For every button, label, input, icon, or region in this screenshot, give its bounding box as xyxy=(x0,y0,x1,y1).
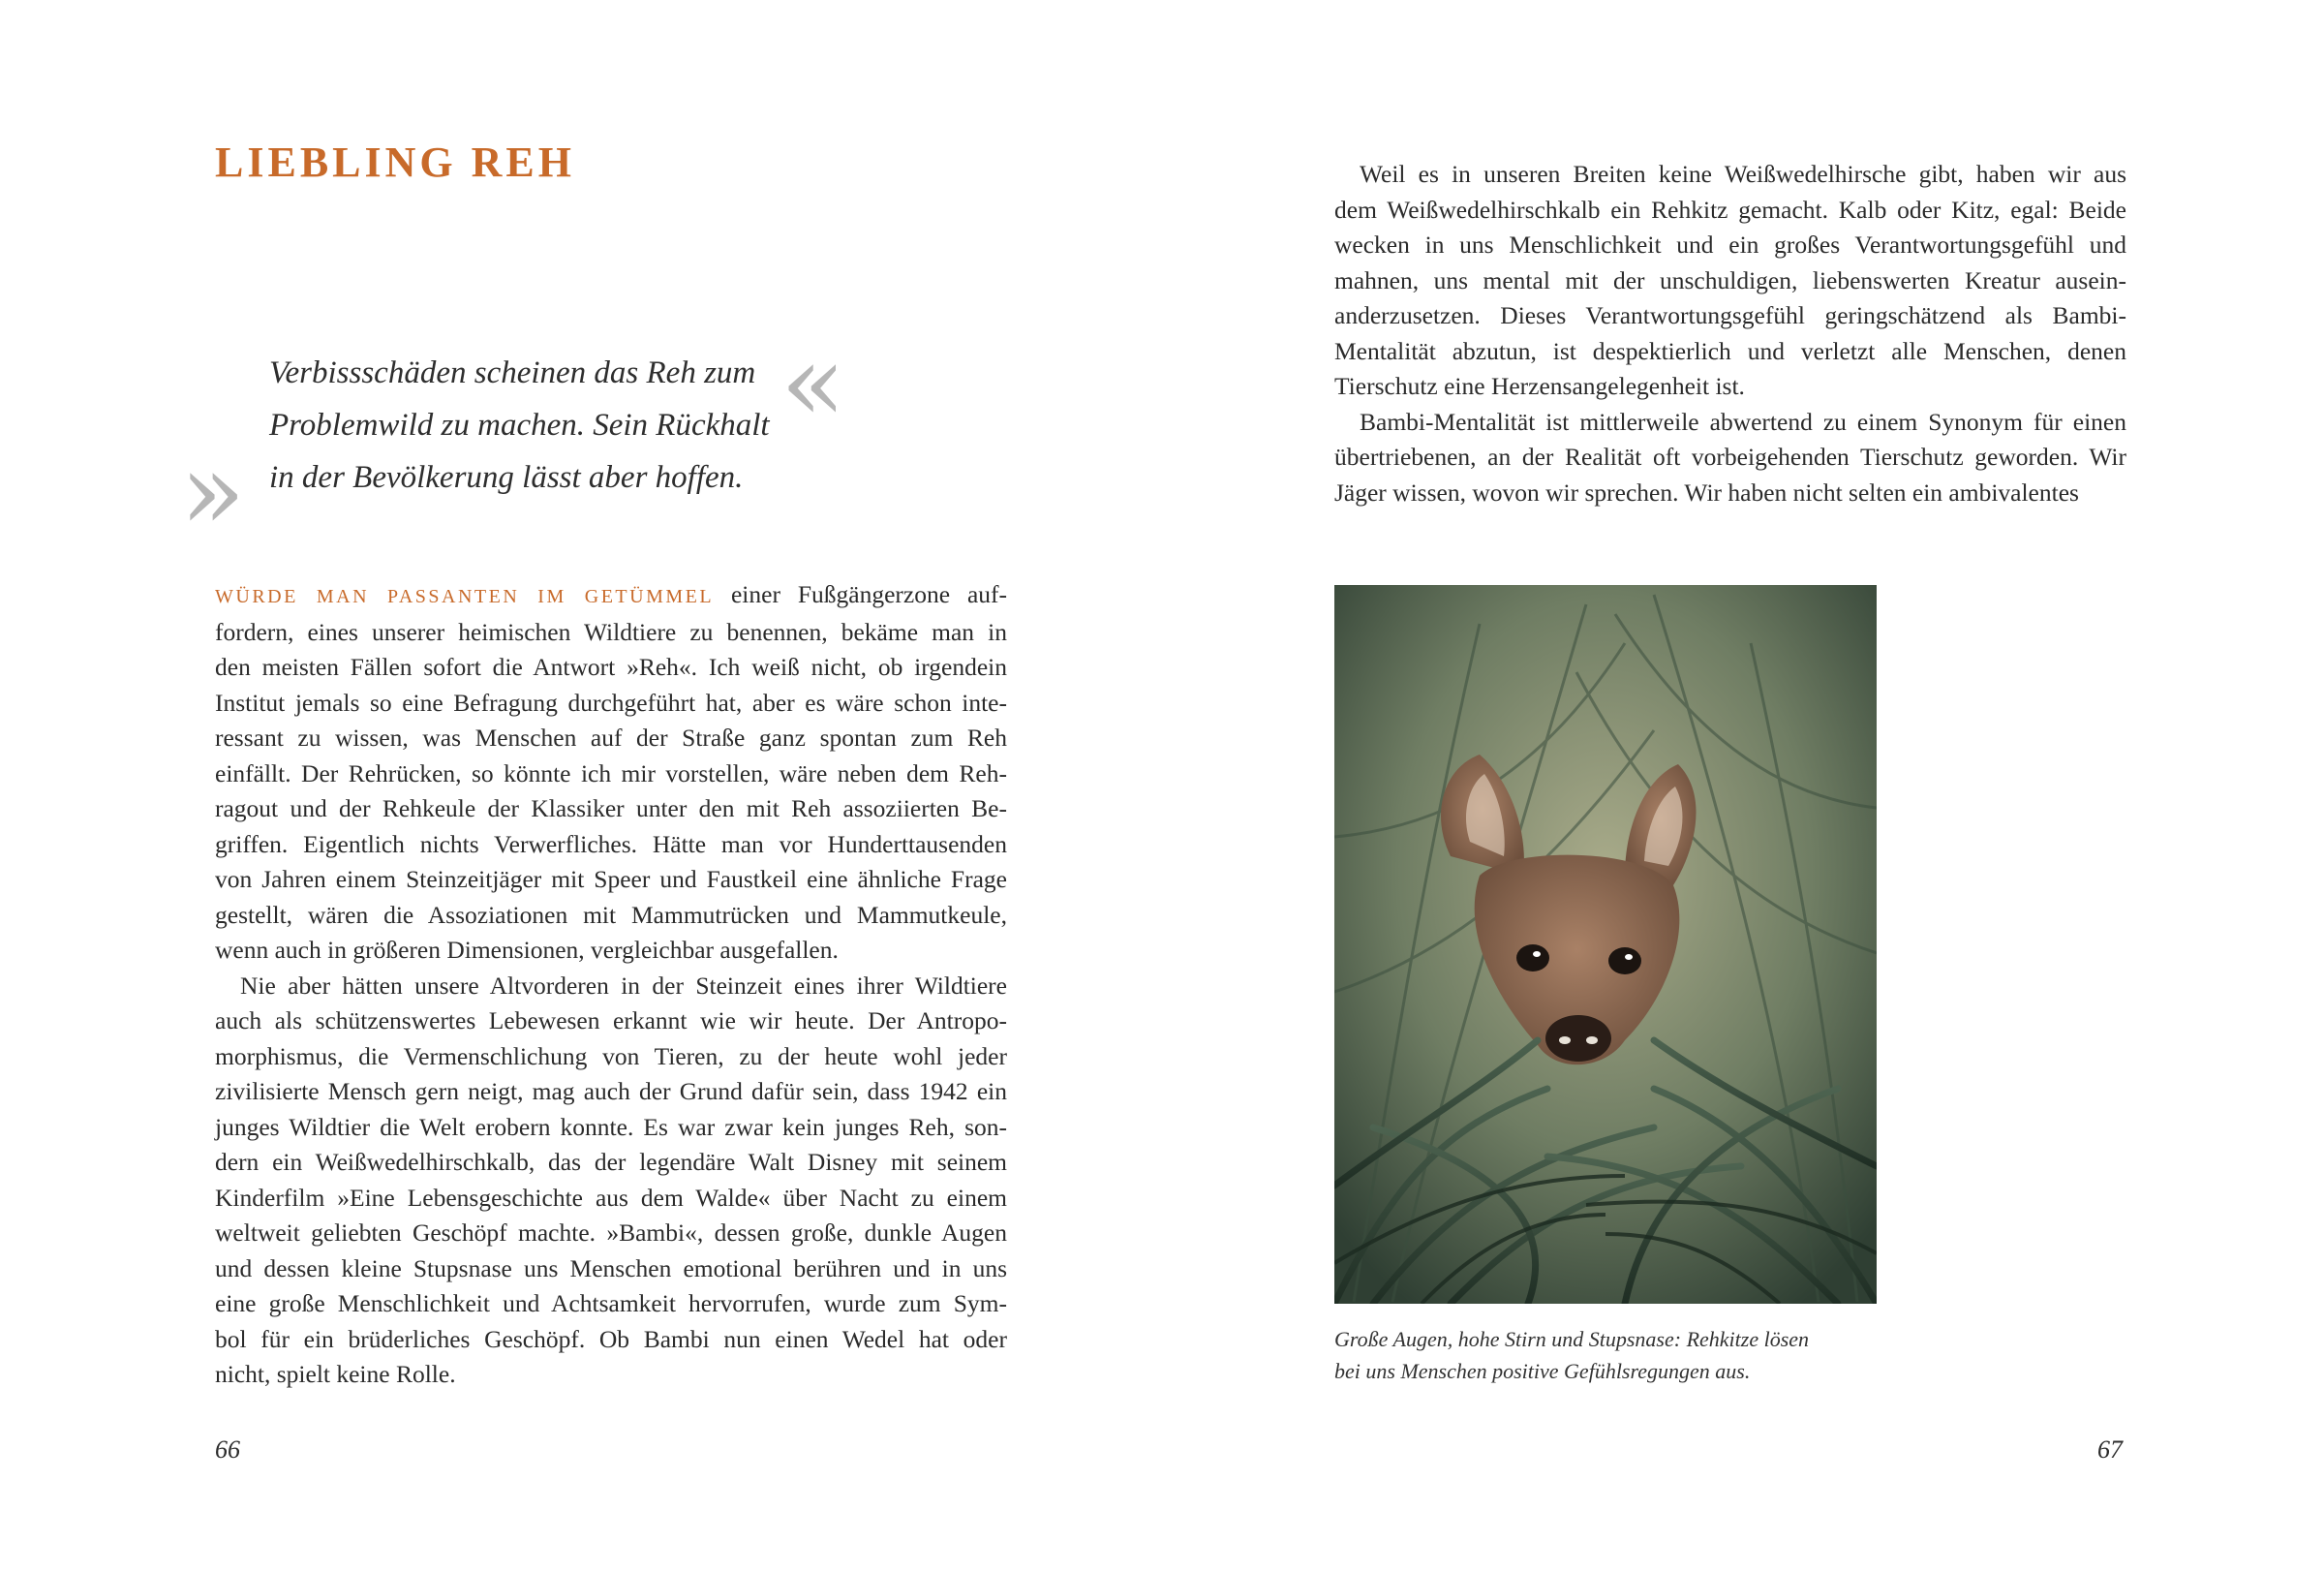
left-body-text xyxy=(215,577,1007,1393)
body-line xyxy=(215,577,1007,615)
body-line: bol für ein brüderliches Geschöpf. Ob Bambi nun einen Wedel hat oder xyxy=(215,1324,1007,1353)
fawn-illustration xyxy=(1334,585,1877,1304)
pull-quote xyxy=(269,347,811,504)
quote-open-mark: « xyxy=(780,321,846,445)
body-line: wenn auch in größeren Dimensionen, vergleichbar ausgefallen. xyxy=(215,936,839,964)
body-line: Jäger wissen, wovon wir sprechen. Wir haben nicht selten ein ambivalentes xyxy=(1334,478,2079,507)
body-line: zivilisierte Mensch gern neigt, mag auch der Grund dafür sein, dass 1942 ein xyxy=(215,1077,1007,1105)
body-line: ragout und der Rehkeule der Klassiker unter den mit Reh assoziierten Be- xyxy=(215,794,1007,822)
lead-in-rest: einer Fußgängerzone auf- xyxy=(714,580,1007,608)
body-line: einfällt. Der Rehrücken, so könnte ich mir vorstellen, wäre neben dem Reh- xyxy=(215,758,1007,787)
illustration-caption xyxy=(1334,1323,1915,1387)
body-line: Mentalität abzutun, ist despektierlich und verletzt alle Menschen, denen xyxy=(1334,336,2126,365)
body-line: dem Weißwedelhirschkalb ein Rehkitz gemacht. Kalb oder Kitz, egal: Beide xyxy=(1334,195,2126,224)
pull-quote-line: Verbissschäden scheinen das Reh zum xyxy=(269,355,756,390)
body-line: mahnen, uns mental mit der unschuldigen, liebenswerten Kreatur ausein- xyxy=(1334,265,2126,294)
right-body-text xyxy=(1334,157,2126,510)
fawn-illustration-svg xyxy=(1334,585,1877,1304)
body-line: morphismus, die Vermenschlichung von Tieren, zu der heute wohl jeder xyxy=(215,1041,1007,1070)
body-line: gestellt, wären die Assoziationen mit Mammutrücken und Mammutkeule, xyxy=(215,900,1007,929)
body-line: fordern, eines unserer heimischen Wildtiere zu benennen, bekäme man in xyxy=(215,617,1007,646)
body-line: junges Wildtier die Welt erobern konnte. Es war zwar kein junges Reh, son- xyxy=(215,1112,1007,1141)
caption-line: Große Augen, hohe Stirn und Stupsnase: Rehkitze lösen xyxy=(1334,1327,1810,1351)
body-line: griffen. Eigentlich nichts Verwerfliches. Hätte man vor Hunderttausenden xyxy=(215,829,1007,858)
body-line: nicht, spielt keine Rolle. xyxy=(215,1360,456,1388)
body-line: Bambi-Mentalität ist mittlerweile abwertend zu einem Synonym für einen xyxy=(1360,407,2126,436)
body-line: von Jahren einem Steinzeitjäger mit Speer und Faustkeil eine ähnliche Frage xyxy=(215,865,1007,893)
body-line: Nie aber hätten unsere Altvorderen in der Steinzeit eines ihrer Wildtiere xyxy=(240,971,1007,1000)
pull-quote-line: in der Bevölkerung lässt aber hoffen. xyxy=(269,460,744,495)
body-line: wecken in uns Menschlichkeit und ein großes Verantwortungsgefühl und xyxy=(1334,231,2126,259)
body-line: übertriebenen, an der Realität oft vorbeigehenden Tierschutz geworden. Wir xyxy=(1334,443,2126,471)
quote-close-mark: » xyxy=(180,429,246,553)
body-line: und dessen kleine Stupsnase uns Menschen emotional berühren und in uns xyxy=(215,1253,1007,1282)
lead-in: WÜRDE MAN PASSANTEN IM GETÜMMEL xyxy=(215,586,715,607)
body-line: den meisten Fällen sofort die Antwort »Reh«. Ich weiß nicht, ob irgendein xyxy=(215,653,1007,681)
body-line: Institut jemals so eine Befragung durchgeführt hat, aber es wäre schon inte- xyxy=(215,688,1007,717)
body-line: Kinderfilm »Eine Lebensgeschichte aus dem Walde« über Nacht zu einem xyxy=(215,1183,1007,1212)
body-line: dern ein Weißwedelhirschkalb, das der legendäre Walt Disney mit seinem xyxy=(215,1148,1007,1176)
body-line: Weil es in unseren Breiten keine Weißwedelhirsche gibt, haben wir aus xyxy=(1360,160,2126,188)
body-line: eine große Menschlichkeit und Achtsamkeit hervorrufen, wurde zum Sym- xyxy=(215,1289,1007,1317)
page-number-left: 66 xyxy=(215,1435,240,1464)
body-line: Tierschutz eine Herzensangelegenheit ist. xyxy=(1334,372,1745,400)
body-line: anderzusetzen. Dieses Verantwortungsgefühl geringschätzend als Bambi- xyxy=(1334,301,2126,329)
pull-quote-line: Problemwild zu machen. Sein Rückhalt xyxy=(269,408,770,443)
caption-line: bei uns Menschen positive Gefühlsregungen aus. xyxy=(1334,1359,1751,1383)
body-line: weltweit geliebten Geschöpf machte. »Bambi«, dessen große, dunkle Augen xyxy=(215,1218,1007,1247)
chapter-title: LIEBLING REH xyxy=(215,139,575,186)
page-number-right: 67 xyxy=(2097,1435,2123,1464)
body-line: auch als schützenswertes Lebewesen erkannt wie wir heute. Der Antropo- xyxy=(215,1006,1007,1034)
body-line: ressant zu wissen, was Menschen auf der Straße ganz spontan zum Reh xyxy=(215,724,1007,752)
